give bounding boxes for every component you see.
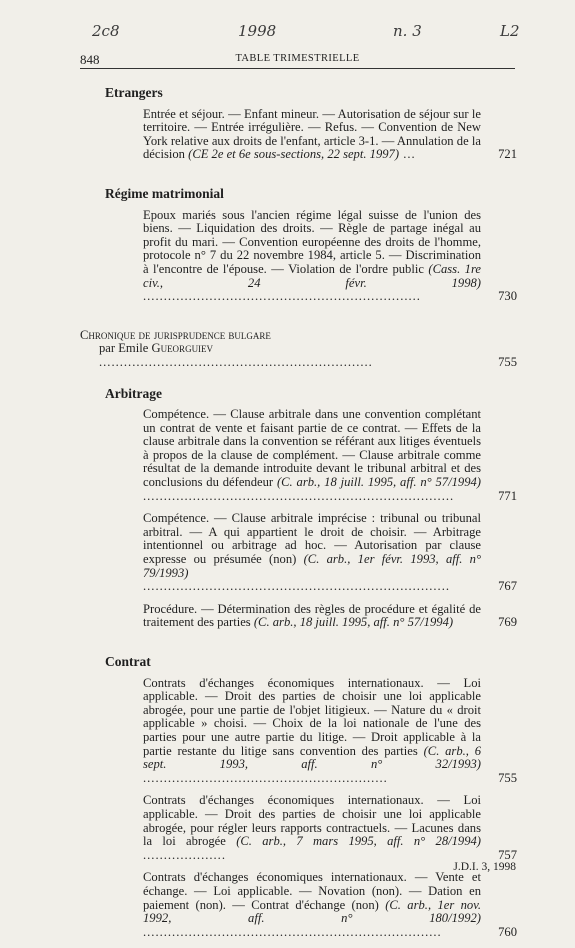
entry-text: Procédure. — Détermination des règles de procédure et égalité de traitement des parties	[143, 601, 481, 630]
chronicle-title: Chronique de jurisprudence bulgare	[80, 327, 271, 342]
entry-text: Contrats d'échanges économiques internationaux. — Vente et échange. — Loi applicable. — Novation (non). — Dation en paiement (non). — Contrat d'échange (non)	[143, 870, 481, 912]
page-number: 848	[80, 52, 100, 67]
handwritten-annotation: n. 3	[393, 22, 422, 40]
running-title: TABLE TRIMESTRIELLE	[235, 53, 360, 64]
section-heading: Contrat	[105, 654, 151, 669]
leader-dots: ...................................................................	[143, 289, 421, 304]
index-entry	[143, 108, 517, 162]
index-entry	[143, 794, 517, 862]
handwritten-annotation: L2	[500, 22, 520, 40]
leader-dots: ...........................................................................	[143, 488, 455, 503]
chronicle-entry	[80, 329, 517, 370]
entry-page: 767	[498, 579, 517, 594]
entry-citation: (Cass. 1re civ., 24 févr. 1998)	[143, 261, 481, 290]
leader-dots: ...........................................................	[143, 770, 388, 785]
entry-citation: (C. arb., 18 juill. 1995, aff. n° 57/1994)	[253, 615, 454, 630]
entry-citation: (C. arb., 1er févr. 1993, aff. n° 79/1993)	[143, 552, 482, 580]
handwritten-annotation: 1998	[238, 22, 277, 40]
handwritten-annotation: 2c8	[92, 22, 120, 40]
entry-text: Contrats d'échanges économiques internationaux. — Loi applicable. — Droit des parties de choisir une loi applicable abrogée, pour une partie de l'objet litigieux. — Nature du « droit applicable » choisi. — Choix de la loi nationale de l'une des parties pour une autre partie du litige. — Droit applicable à la partie restante du litige sans convention des parties	[143, 675, 481, 758]
entry-page: 757	[498, 847, 517, 862]
index-entry	[143, 512, 517, 594]
chronicle-author: Gueorguiev	[151, 341, 214, 356]
entry-page: 760	[498, 924, 517, 939]
section-heading: Arbitrage	[105, 385, 162, 401]
entry-page: 721	[498, 147, 517, 162]
section-heading: Régime matrimonial	[105, 185, 224, 201]
leader-dots: ...	[399, 147, 416, 162]
entry-citation: (C. arb., 7 mars 1995, aff. n° 28/1994)	[236, 834, 481, 849]
index-entry	[143, 408, 517, 503]
index-entry	[143, 603, 517, 630]
index-content	[80, 86, 517, 948]
entry-text: Entrée et séjour. — Enfant mineur. — Autorisation de séjour sur le territoire. — Entrée irrégulière. — Refus. — Convention de New York relative aux droits de l'enfant, article 3-1. — Annulation de la décision	[143, 106, 481, 162]
leader-dots: ....................	[143, 847, 226, 862]
index-entry	[143, 677, 517, 786]
entry-text: Contrats d'échanges économiques internationaux. — Loi applicable. — Droit des parties de choisir une loi applicable abrogée, pour régler leurs rapports contractuels. — Lacunes dans la loi abrogée	[143, 793, 481, 849]
leader-dots: ..................................................................	[99, 354, 373, 369]
entry-page: 730	[498, 289, 517, 304]
page-header	[80, 52, 515, 69]
chronicle-by: par Emile	[99, 341, 152, 356]
entry-page: 771	[498, 488, 517, 503]
entry-page: 755	[498, 770, 517, 785]
entry-citation: (C. arb., 18 juill. 1995, aff. n° 57/1994)	[276, 475, 481, 490]
leader-dots: ........................................................................	[143, 924, 442, 939]
entry-page: 769	[498, 615, 517, 630]
entry-text: Compétence. — Clause arbitrale dans une convention complétant un contrat de vente et faisant partie de ce contrat. — Effets de la clause arbitrale dans la convention se référant aux litiges éventuels à propos de la clause de complément. — Clause arbitrale comme résultat de la demande introduite devant le tribunal arbitral et des conclusions du défendeur	[143, 407, 481, 490]
entry-text: Compétence. — Clause arbitrale imprécise : tribunal ou tribunal arbitral. — A qui appartient le droit de choisir. — Arbitrage intentionnel ou arbitrage ad hoc. — Autorisation par clause expresse ou présumée (non)	[143, 511, 481, 567]
entry-page: 755	[498, 354, 517, 369]
section-heading: Etrangers	[105, 85, 163, 100]
entry-text: Epoux mariés sous l'ancien régime légal suisse de l'union des biens. — Liquidation des droits. — Règle de partage inégal au profit du mari. — Convention européenne des droits de l'homme, protocole n° 7 du 22 novembre 1984, article 5. — Discrimination à l'encontre de l'épouse. — Violation de l'ordre public	[143, 207, 481, 276]
journal-footer: J.D.I. 3, 1998	[453, 861, 516, 873]
index-entry	[143, 209, 517, 304]
entry-citation: (CE 2e et 6e sous-sections, 22 sept. 1997)	[188, 147, 400, 162]
index-entry	[143, 871, 517, 939]
entry-citation: (C. arb., 6 sept. 1993, aff. n° 32/1993)	[143, 743, 481, 772]
leader-dots: ..........................................................................	[143, 579, 450, 594]
entry-citation: (C. arb., 1er nov. 1992, aff. n° 180/1992)	[143, 897, 481, 926]
